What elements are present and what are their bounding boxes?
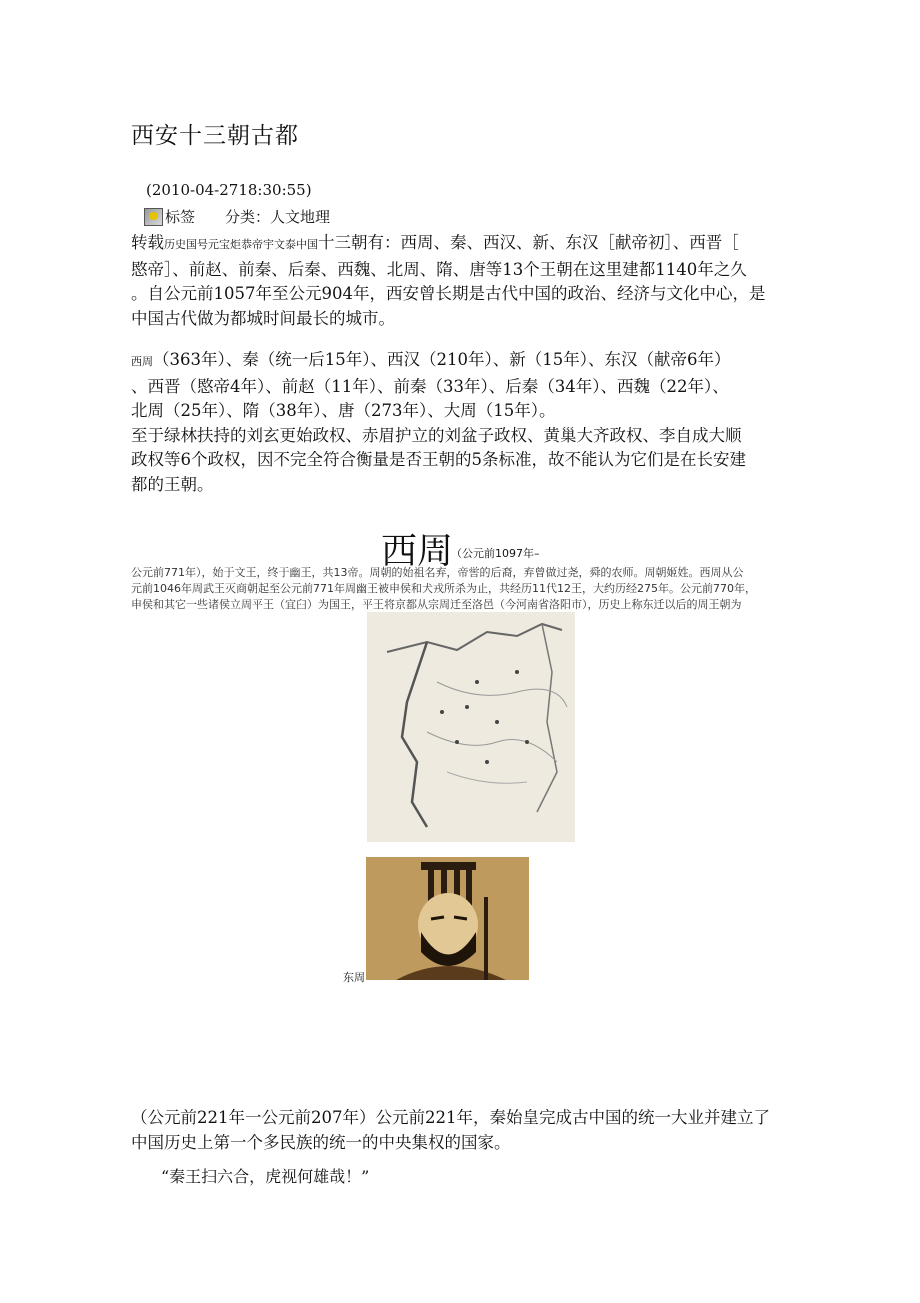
xizhou-map-image: [367, 612, 575, 842]
dynasties-line6: 都的王朝。: [131, 474, 214, 494]
intro-lead: 转载: [131, 233, 164, 252]
xizhou-heading-note: （公元前1097年–: [451, 547, 540, 560]
intro-paragraph: [131, 231, 791, 331]
tag-label[interactable]: 标签: [165, 208, 196, 226]
intro-small-tags: 历史国号元宝炬恭帝宇文泰中国: [164, 238, 318, 251]
tag-icon[interactable]: [144, 208, 163, 226]
category-label[interactable]: 分类：人文地理: [225, 208, 331, 226]
qin-paragraph: [131, 1105, 791, 1155]
xizhou-line2: 元前1046年周武王灭商朝起至公元前771年周幽王被申侯和犬戎所杀为止，共经历11代12王，大约历经275年。公元前770年，: [131, 582, 756, 595]
dynasties-line5: 政权等6个政权，因不完全符合衡量是否王朝的5条标准，故不能认为它们是在长安建: [131, 450, 746, 469]
king-portrait-image: [366, 857, 529, 980]
tag-line: [144, 206, 330, 227]
dynasties-paragraph: [131, 348, 791, 497]
dynasties-line2: 、西晋（愍帝4年）、前赵（11年）、前秦（33年）、后秦（34年）、西魏（22年）、: [131, 376, 729, 396]
intro-line2: 愍帝］、前赵、前秦、后秦、西魏、北周、隋、唐等13个王朝在这里建都1140年之久: [131, 259, 747, 279]
dongzhou-caption: 东周: [343, 971, 365, 984]
dynasties-line3: 北周（25年）、隋（38年）、唐（273年）、大周（15年）。: [131, 401, 556, 420]
xizhou-paragraph: [131, 565, 786, 613]
qin-line2: 中国历史上第一个多民族的统一的中央集权的国家。: [131, 1133, 511, 1152]
dynasties-line1: （363年）、秦（统一后15年）、西汉（210年）、新（15年）、东汉（献帝6年）: [153, 350, 731, 369]
xizhou-line1: 公元前771年），始于文王，终于幽王，共13帝。周朝的始祖名弃，帝喾的后裔，弃曾做过尧，舜的农师。周朝姬姓。西周从公: [131, 566, 744, 579]
intro-line1: 十三朝有：西周、秦、西汉、新、东汉［献帝初］、西晋［: [318, 233, 739, 252]
dynasties-lead: 西周: [131, 355, 153, 368]
qin-quote: “秦王扫六合，虎视何雄哉！”: [161, 1167, 370, 1186]
intro-line3: 。自公元前1057年至公元904年，西安曾长期是古代中国的政治、经济与文化中心，是: [131, 284, 766, 303]
xizhou-heading: 西周: [381, 531, 454, 572]
page-title: 西安十三朝古都: [131, 123, 299, 149]
qin-line1: （公元前221年一公元前207年）公元前221年，秦始皇完成古中国的统一大业并建立了: [131, 1108, 770, 1127]
dynasties-line4: 至于绿林扶持的刘玄更始政权、赤眉护立的刘盆子政权、黄巢大齐政权、李自成大顺: [131, 425, 742, 445]
intro-line4: 中国古代做为都城时间最长的城市。: [131, 308, 395, 328]
post-date: (2010-04-2718:30:55): [146, 181, 312, 199]
xizhou-line3: 申侯和其它一些诸侯立周平王（宜臼）为国王，平王将京都从宗周迁至洛邑（今河南省洛阳市），历史上称东迁以后的周王朝为: [131, 598, 742, 611]
